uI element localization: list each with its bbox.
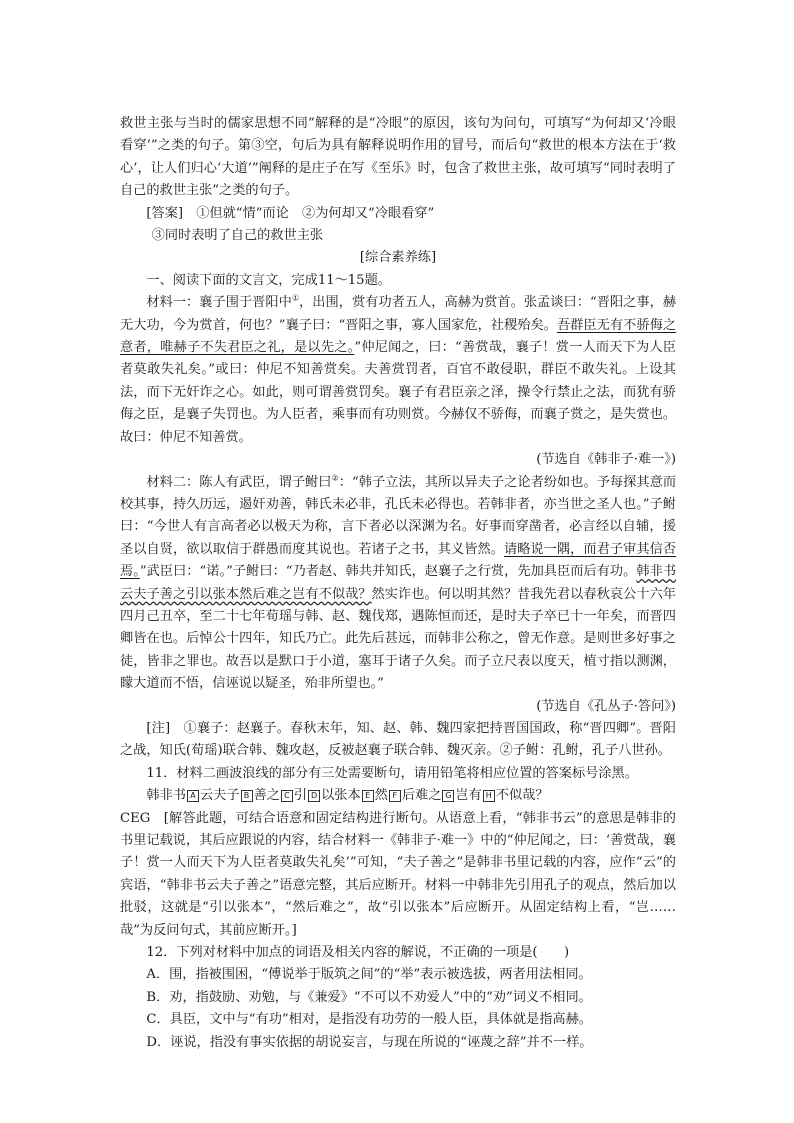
section-title: [综合素养练] — [359, 250, 437, 266]
note-ref-2: ② — [331, 473, 339, 483]
answer-label: [答案] — [146, 205, 184, 221]
material-one-text-a: 材料一：襄子围于晋阳中 — [146, 295, 292, 311]
question-11-sentence — [120, 785, 676, 807]
answer-item-1: ①但就“情”而论 — [196, 205, 289, 221]
material-two-text-b: ：“韩子立法，其所以异夫子之论者纷如也。予每探其意而校其事，持久历远，遏奸劝善，韩氏未必非，孔氏未必得也。若韩非者，亦当世之圣人也。”子鲋曰：“今世人有言高者必以极天为称，言下者必以深渊为名。好事而穿凿者，必言经以自辅，援圣以自贤，欲以取信于群愚而度其说也。若诸子之书，其义皆然。 — [120, 474, 677, 557]
segment: 云夫子 — [199, 788, 240, 804]
answer-mark-d[interactable]: D — [308, 790, 320, 802]
material-two — [120, 472, 676, 696]
footnotes: [注] ①襄子：赵襄子。春秋末年，知、赵、韩、魏四家把持晋国国政，称“晋四卿”。晋阳之战，知氏(荀瑶)联合韩、魏攻赵，反被赵襄子联合韩、魏灭亲。②子鲋：孔鲋，孔子八世孙。 — [120, 720, 676, 759]
material-one-text-c: ”仲尼闻之，曰：“善赏哉，襄子！赏一人而天下为人臣者莫敢失礼矣。”或曰：仲尼不知善赏矣。夫善赏罚者，百官不敢侵职，群臣不敢失礼。上设其法，而下无奸诈之心。如此，则可谓善赏罚矣。襄子有君臣亲之泽，操令行禁止之法，而犹有骄侮之臣，是襄子失罚也。为人臣者，乘事而有功则赏。今赫仅不骄侮，而襄子赏之，是失赏也。故曰：仲尼不知善赏。 — [120, 340, 676, 445]
prev-analysis: 救世主张与当时的儒家思想不同”解释的是“冷眼”的原因，该句为问句，可填写“为何却又‘冷眼看穿’”之类的句子。第③空，句后为具有解释说明作用的冒号，而后句“救世的根本方法在于‘救心’，让人们归心‘大道’”阐释的是庄子在写《至乐》时，包含了救世主张，故可填写“同时表明了自己的救世主张”之类的句子。 — [120, 116, 676, 199]
question-12-stem: 12．下列对材料中加点的词语及相关内容的解说，不正确的一项是( ) — [146, 945, 570, 961]
prev-answer-3: ③同时表明了自己的救世主张 — [151, 228, 324, 244]
segment: 引 — [293, 788, 308, 804]
wavy-underlined-sentence: 韩非书云夫子善之引以张本然后难之岂有不似哉？ — [120, 564, 677, 602]
answer-mark-c[interactable]: C — [281, 790, 293, 802]
document-page — [120, 113, 676, 1054]
answer-item-2: ②为何却又“冷眼看穿” — [302, 205, 435, 221]
answer-mark-e[interactable]: E — [362, 790, 374, 802]
answer-mark-g[interactable]: G — [442, 790, 454, 802]
segment: 善之 — [253, 788, 280, 804]
answer-mark-f[interactable]: F — [389, 790, 401, 802]
question-11-answer: CEG [解答此题，可结合语意和固定结构进行断句。从语意上看，“韩非书云”的意思是韩非的书里记载说，其后应跟说的内容，结合材料一《韩非子·难一》中的“仲尼闻之，曰：‘善赏哉，襄子！赏一人而天下为人臣者莫敢失礼矣’”可知，“夫子善之”是韩非书里记载的内容，应作“云”的宾语，“韩非书云夫子善之”语意完整，其后应断开。材料一中韩非先引用孔子的观点，然后加以批驳，这就是“引以张本”，“然后难之”，故“引以张本”后应断开。从固定结构上看，“岂……哉”为反问句式，其前应断开。] — [120, 810, 676, 938]
segment: 后难之 — [401, 788, 442, 804]
material-two-text-a: 材料二：陈人有武臣，谓子鲋曰 — [146, 474, 332, 490]
segment: 韩非书 — [146, 788, 186, 804]
question-12-option-b: B．劝，指鼓励、劝勉，与《兼爱》“不可以不劝爱人”中的“劝”词义不相同。 — [146, 989, 592, 1005]
segment: 岂有 — [455, 788, 482, 804]
underlined-sentence-1: 吾群臣无有不骄侮之意者，唯赫子不失君臣之礼，是以先之。 — [120, 317, 677, 356]
answer-mark-a[interactable]: A — [187, 790, 199, 802]
material-one — [120, 292, 676, 449]
question-12-option-d: D．诬说，指没有事实依据的胡说妄言，与现在所说的“诬蔑之辞”并不一样。 — [146, 1034, 593, 1050]
answer-mark-b[interactable]: B — [241, 790, 253, 802]
material-one-text-b: ，出围，赏有功者五人，高赫为赏首。张孟谈曰：“晋阳之事，赫无大功，今为赏首，何也？”襄子曰：“晋阳之事，寡人国家危，社稷殆矣。 — [120, 295, 677, 333]
note-ref-1: ① — [291, 293, 300, 303]
answer-mark-h[interactable]: H — [483, 790, 495, 802]
question-12-option-a: A．围，指被围困，“傅说举于版筑之间”的“举”表示被选拔，两者用法相同。 — [146, 967, 592, 983]
segment: 不似哉？ — [495, 788, 549, 804]
segment: 以张本 — [321, 788, 361, 804]
prev-answer — [120, 203, 676, 225]
material-two-source: (节选自《孔丛子·答问》) — [536, 698, 676, 714]
segment: 然 — [374, 788, 388, 804]
question-11-stem: 11．材料二画波浪线的部分有三处需要断句，请用铅笔将相应位置的答案标号涂黑。 — [146, 765, 638, 781]
underlined-sentence-2: 请略说一隅，而君子审其信否焉。 — [120, 541, 677, 580]
material-two-text-c: ”武臣曰：“诺。”子鲋曰：“乃者赵、韩共并知氏，赵襄子之行赏，先加具臣而后有功。 — [139, 564, 637, 580]
section-intro: 一、阅读下面的文言文，完成11～15题。 — [146, 272, 391, 288]
material-two-text-d: 然实诈也。何以明其然？昔我先君以春秋哀公十六年四月己丑卒，至二十七年荀瑶与韩、赵、魏伐郑，遇陈恒而还，是时夫子卒已十一年矣，而晋四卿皆在也。后悼公十四年，知氏乃亡。此先后甚远，而韩非公称之，曾无作意。是则世多好事之徒，皆非之罪也。故吾以是默口于小道，塞耳于诸子久矣。而子立尺表以度天，植寸指以测渊，矇大道而不悟，信诬说以疑圣，殆非所望也。” — [120, 586, 676, 692]
material-one-source: (节选自《韩非子·难一》) — [536, 452, 676, 468]
question-12-option-c: C．具臣，文中与“有功”相对，是指没有功劳的一般人臣，具体就是指高赫。 — [146, 1012, 592, 1028]
